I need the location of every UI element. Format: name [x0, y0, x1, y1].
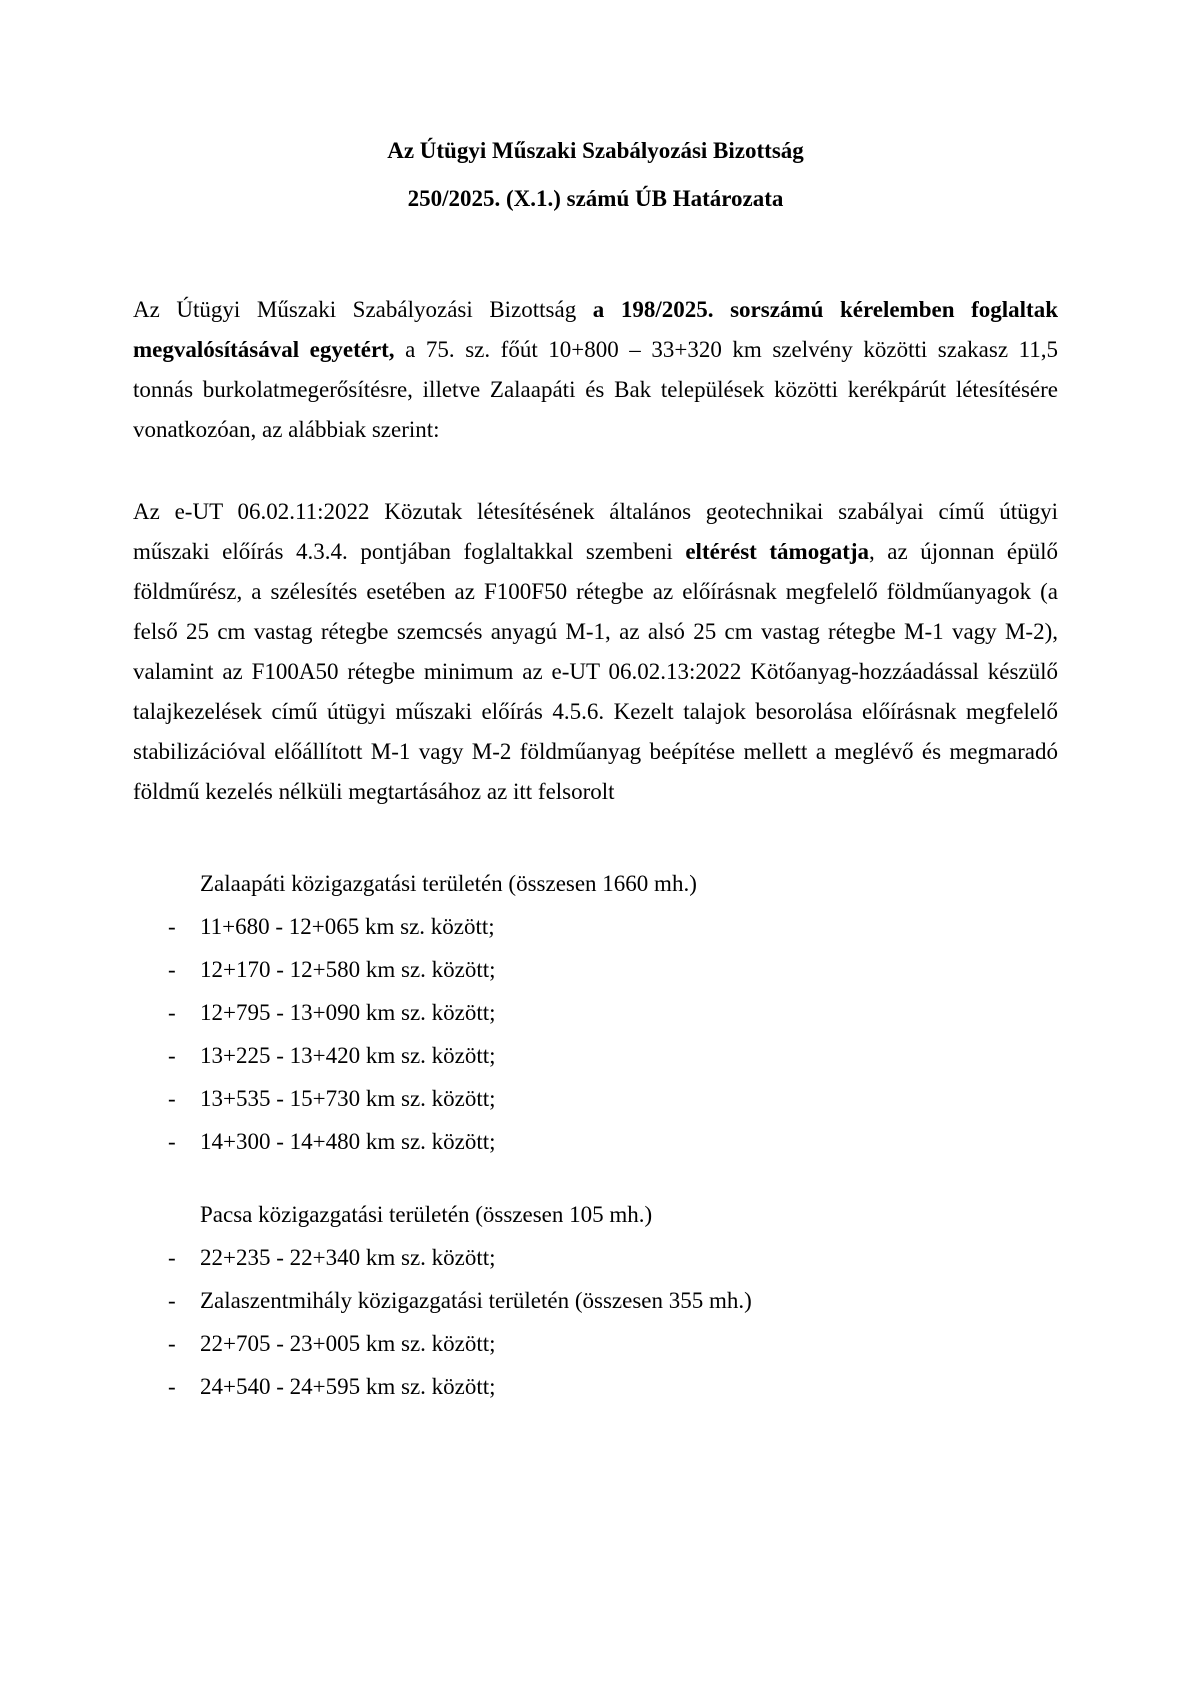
paragraph-technical-bold: eltérést támogatja: [685, 539, 870, 564]
dash-bullet: -: [168, 1245, 176, 1270]
dash-bullet: -: [168, 1331, 176, 1356]
paragraph-decision-text-1: Az Útügyi Műszaki Szabályozási Bizottság: [133, 297, 593, 322]
dash-bullet: -: [168, 1374, 176, 1399]
paragraph-decision-text-2: a 75. sz. főút 10+800 – 33+320 km szelvény közötti szakasz 11,5 tonnás burkolatmegerősítésre, illetve Zalaapáti és Bak települések közötti kerékpárút létesítésére vonatkozóan, az alábbiak szerint:: [133, 337, 1058, 442]
list-item: [133, 1077, 1058, 1120]
section-zalaapati: [133, 862, 1058, 1163]
list-item-text: 22+235 - 22+340 km sz. között;: [200, 1245, 496, 1270]
paragraph-decision-bold: a 198/2025. sorszámú kérelemben foglaltak megvalósításával egyetért,: [133, 297, 1058, 362]
dash-bullet: -: [168, 1288, 176, 1313]
dash-bullet: -: [168, 1129, 176, 1154]
list-item-text: 12+795 - 13+090 km sz. között;: [200, 1000, 496, 1025]
title-line-2: 250/2025. (X.1.) számú ÚB Határozata: [407, 186, 784, 211]
list-item: [133, 905, 1058, 948]
list-item-text: 13+535 - 15+730 km sz. között;: [200, 1086, 496, 1111]
document-title: [133, 138, 1058, 212]
paragraph-technical: [133, 492, 1058, 812]
list-item-text: 13+225 - 13+420 km sz. között;: [200, 1043, 496, 1068]
list-item: [133, 1322, 1058, 1365]
section-zalaapati-heading: Zalaapáti közigazgatási területén (összesen 1660 mh.): [200, 871, 697, 896]
list-item-text: 12+170 - 12+580 km sz. között;: [200, 957, 496, 982]
list-item-text: 11+680 - 12+065 km sz. között;: [200, 914, 495, 939]
paragraph-technical-text-2: , az újonnan épülő földműrész, a szélesítés esetében az F100F50 rétegbe az előírásnak megfelelő földműanyagok (a felső 25 cm vastag rétegbe szemcsés anyagú M-1, az alsó 25 cm vastag rétegbe M-1 vagy M-2), valamint az F100A50 rétegbe minimum az e-UT 06.02.13:2022 Kötőanyag-hozzáadással készülő talajkezelések című útügyi műszaki előírás 4.5.6. Kezelt talajok besorolása előírásnak megfelelő stabilizációval előállított M-1 vagy M-2 földműanyag beépítése mellett a meglévő és megmaradó földmű kezelés nélküli megtartásához az itt felsorolt: [133, 539, 1058, 804]
section-zalaszentmihaly-items: [133, 1322, 1058, 1408]
section-zalaszentmihaly-heading: Zalaszentmihály közigazgatási területén (összesen 355 mh.): [200, 1288, 752, 1313]
list-item-text: 22+705 - 23+005 km sz. között;: [200, 1331, 496, 1356]
dash-bullet: -: [168, 1043, 176, 1068]
dash-bullet: -: [168, 1086, 176, 1111]
dash-bullet: -: [168, 1000, 176, 1025]
section-zalaapati-items: [133, 905, 1058, 1163]
list-item: [133, 1365, 1058, 1408]
section-zalaszentmihaly: [133, 1279, 1058, 1408]
list-item: [133, 948, 1058, 991]
dash-bullet: -: [168, 957, 176, 982]
list-item-text: 14+300 - 14+480 km sz. között;: [200, 1129, 496, 1154]
list-item: [133, 1034, 1058, 1077]
title-line-1: Az Útügyi Műszaki Szabályozási Bizottság: [387, 138, 804, 163]
list-item: [133, 1236, 1058, 1279]
paragraph-technical-text-1: Az e-UT 06.02.11:2022 Közutak létesítésének általános geotechnikai szabályai című útügyi műszaki előírás 4.3.4. pontjában foglaltakkal szembeni: [133, 499, 1058, 564]
list-item: [133, 991, 1058, 1034]
paragraph-decision: [133, 290, 1058, 450]
dash-bullet: -: [168, 914, 176, 939]
list-item: [133, 1120, 1058, 1163]
list-item-text: 24+540 - 24+595 km sz. között;: [200, 1374, 496, 1399]
section-pacsa-heading: Pacsa közigazgatási területén (összesen 105 mh.): [200, 1202, 653, 1227]
